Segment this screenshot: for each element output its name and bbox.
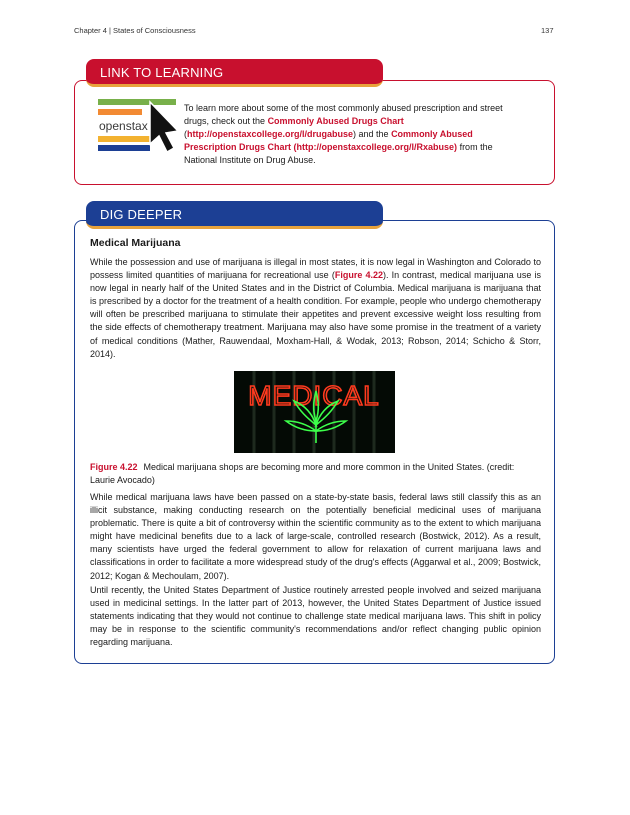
ltl-paren-close: ): [353, 129, 357, 140]
paragraph-1-part-b: ). In contrast, medical marijuana use is now legal in nearly half of the United States and in the District of Columbia. Medical marijuana is marijuana that is prescribed by a doctor for the treatment of a health condition. For example, people who undergo chemotherapy will often be prescribed marijuana to stimulate their appetites and prevent excessive weight loss resulting from the side effects of chemotherapy treatment. Marijuana may also have some promise in the treatment of a variety of medical conditions (Mather, Rauwendaal, Moxham-Hall, & Wodak, 2013; Robson, 2014; Schicho & Storr, 2014).: [90, 270, 541, 359]
rxabuse-url-link[interactable]: (http://openstaxcollege.org/l/Rxabuse): [291, 142, 458, 153]
figure-caption: [90, 461, 541, 487]
paragraph-1: [90, 256, 541, 361]
cursor-arrow-icon: [150, 102, 178, 152]
figure-label: Figure 4.22: [90, 462, 138, 472]
paragraph-2: While medical marijuana laws have been passed on a state-by-state basis, federal laws still classify this as an illicit substance, making conducting research on the potentially beneficial medicinal uses of marijuana problematic. There is quite a bit of controversy within the scientific community as to the extent to which marijuana might have medicinal benefits due to a lack of large-scale, controlled research (Bostwick, 2012). As a result, many scientists have urged the federal government to allow for relaxation of current marijuana laws and classifications in order to facilitate a more widespread study of the drug's effects (Aggarwal et al., 2009; Bostwick, 2012; Kogan & Mechoulam, 2007).: [90, 492, 541, 581]
medical-marijuana-neon-photo: [234, 371, 395, 453]
section-title: Medical Marijuana: [90, 237, 181, 249]
ltl-text-2: and the: [356, 129, 392, 140]
figure-4-22-reference-link[interactable]: Figure 4.22: [334, 270, 383, 281]
neon-medical-sign: MEDICAL: [248, 380, 380, 411]
logo-wordmark: openstax: [99, 119, 148, 133]
drugs-chart-link[interactable]: Commonly Abused Drugs Chart: [267, 116, 404, 127]
figure-caption-text: Medical marijuana shops are becoming more and more common in the United States. (credit: Laurie Avocado): [90, 462, 515, 485]
page-number: 137: [541, 26, 554, 35]
paragraph-3: Until recently, the United States Department of Justice routinely arrested people involved and seized marijuana used in medicinal settings. In the latter part of 2013, however, the United States Department of Justice issued statements indicating that they would not continue to challenge state medical marijuana laws. This shift in policy may be in response to the scientific community's recommendations and/or reflect changing public opinion regarding marijuana.: [90, 585, 541, 648]
ltl-text-3: from the National Institute on Drug Abuse.: [184, 142, 493, 166]
prescription-drugs-chart-link[interactable]: Commonly Abused Prescription Drugs Chart: [184, 129, 473, 153]
openstax-logo: [96, 96, 184, 154]
paragraph-1-part-a: While the possession and use of marijuana is illegal in most states, it is now legal in Washington and Colorado to possess limited quantities of marijuana for recreational use (: [90, 257, 541, 281]
chapter-header: Chapter 4 | States of Consciousness: [74, 26, 196, 35]
drugabuse-url-link[interactable]: http://openstaxcollege.org/l/drugabuse: [187, 129, 354, 140]
ltl-text-1: To learn more about some of the most commonly abused prescription and street drugs, check out the: [184, 103, 503, 127]
dig-deeper-tab: DIG DEEPER: [86, 201, 383, 229]
ltl-paren-open: (: [184, 129, 187, 140]
link-to-learning-text: [184, 102, 519, 167]
link-to-learning-tab: LINK TO LEARNING: [86, 59, 383, 87]
